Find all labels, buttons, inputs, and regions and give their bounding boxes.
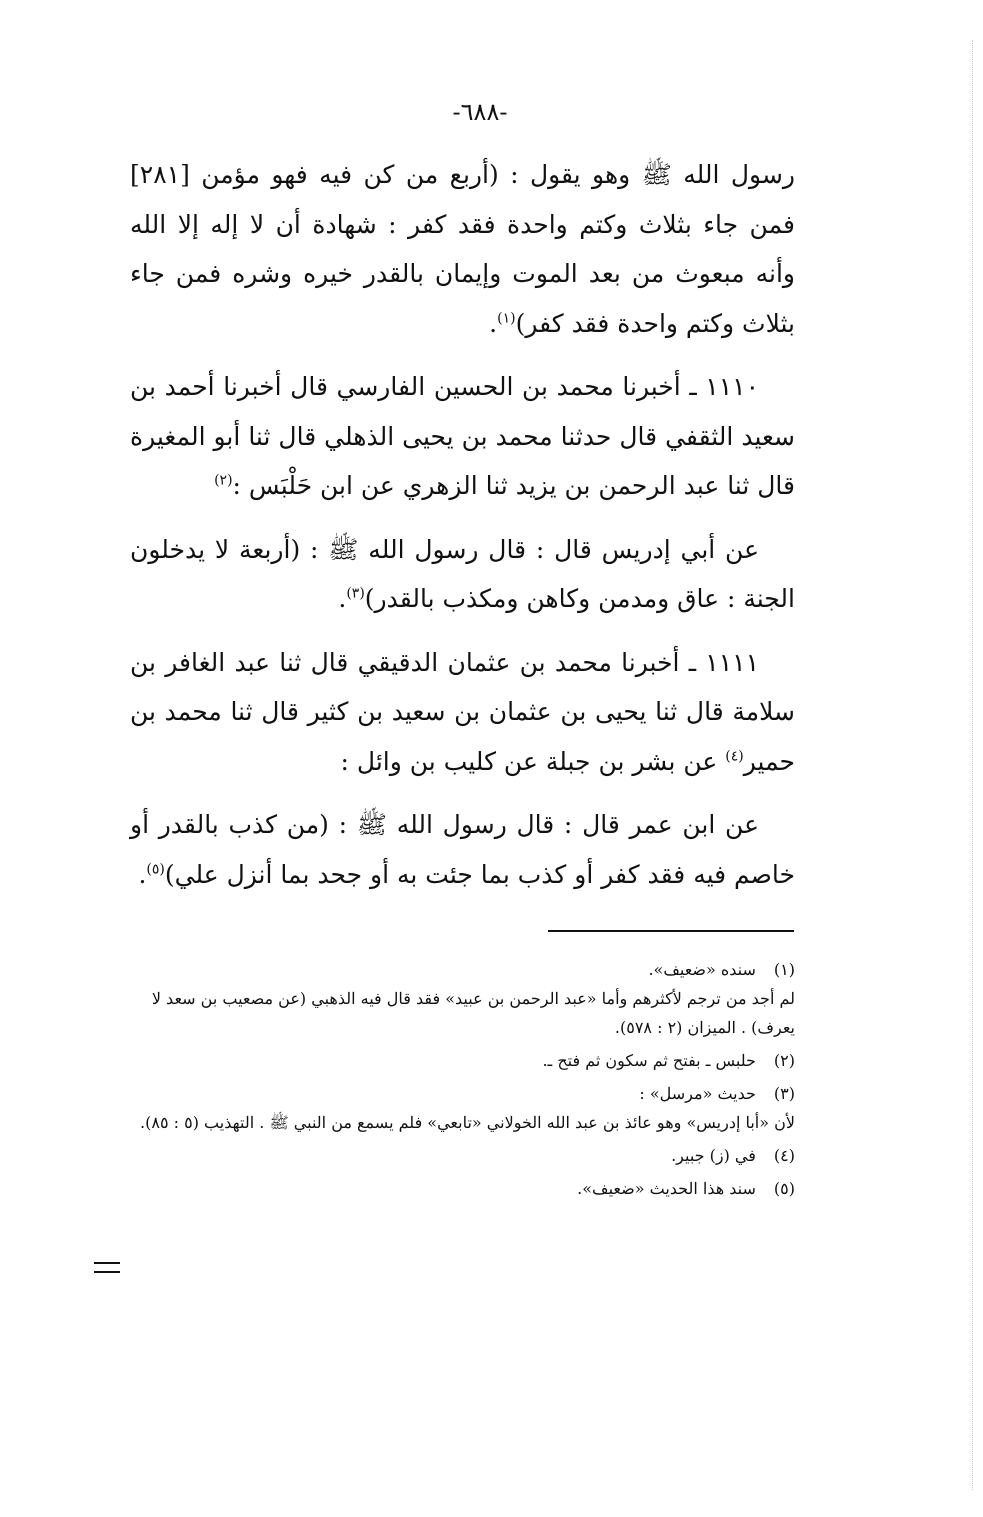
paragraph-text: عن أبي إدريس قال : قال رسول الله ﷺ : (أربعة لا يدخلون الجنة : عاق ومدمن وكاهن ومكذب بالقدر) xyxy=(130,534,795,613)
footnote-number: (٣) xyxy=(773,1084,795,1103)
footnote-text: حديث «مرسل» : xyxy=(639,1084,756,1103)
paragraph-hadith-1111-isnad xyxy=(130,638,795,787)
page-number: -٦٨٨- xyxy=(452,98,508,126)
paragraph-tail: . xyxy=(489,308,498,338)
footnote-ref[interactable]: (٥) xyxy=(146,861,165,878)
paragraph-text: رسول الله ﷺ وهو يقول : (أربع من كن فيه فهو مؤمن [٢٨١] فمن جاء بثلاث وكتم واحدة فقد كفر : شهادة أن لا إله إلا الله وأنه مبعوث من بعد الموت وإيمان بالقدر خيره وشره فمن جاء بثلاث وكتم واحدة فقد كفر) xyxy=(130,160,795,338)
footnote-number: (٥) xyxy=(773,1179,795,1198)
footnote-3 xyxy=(130,1079,795,1137)
main-text xyxy=(130,150,795,913)
footnote-number: (١) xyxy=(773,960,795,979)
footnote-4 xyxy=(130,1141,795,1170)
paragraph-continuation xyxy=(130,150,795,348)
paragraph-tail: عن بشر بن جبلة عن كليب بن وائل : xyxy=(340,746,726,776)
footnote-continuation: لأن «أبا إدريس» وهو عائذ بن عبد الله الخولاني «تابعي» فلم يسمع من النبي ﷺ . التهذيب (٥ : ٨٥). xyxy=(140,1113,795,1132)
scan-edge-line xyxy=(972,40,975,1490)
continuation-mark xyxy=(94,1262,120,1273)
footnote-5 xyxy=(130,1174,795,1203)
footnote-text: سند هذا الحديث «ضعيف». xyxy=(577,1179,756,1198)
footnote-1 xyxy=(130,955,795,1042)
footnotes xyxy=(130,955,795,1207)
paragraph-hadith-1110-matn xyxy=(130,525,795,624)
footnote-text: حلبس ـ بفتح ثم سكون ثم فتح ـ. xyxy=(542,1051,756,1070)
footnote-ref[interactable]: (٢) xyxy=(214,472,233,489)
footnote-ref[interactable]: (٣) xyxy=(346,585,365,602)
footnote-separator xyxy=(548,930,794,932)
footnote-text: في (ز) جبير. xyxy=(671,1146,756,1165)
footnote-continuation: لم أجد من ترجم لأكثرهم وأما «عبد الرحمن بن عبيد» فقد قال فيه الذهبي (عن مصعيب بن سعد لا يعرف) . الميزان (٢ : ٥٧٨). xyxy=(151,989,795,1037)
paragraph-hadith-1111-matn xyxy=(130,800,795,899)
footnote-text: سنده «ضعيف». xyxy=(648,960,756,979)
footnote-ref[interactable]: (٤) xyxy=(725,748,744,765)
paragraph-tail: . xyxy=(138,859,147,889)
footnote-number: (٢) xyxy=(773,1051,795,1070)
paragraph-hadith-1110-isnad xyxy=(130,362,795,511)
footnote-ref[interactable]: (١) xyxy=(497,310,516,327)
paragraph-text: عن ابن عمر قال : قال رسول الله ﷺ : (من كذب بالقدر أو خاصم فيه فقد كفر أو كذب بما جئت به أو جحد بما أنزل علي) xyxy=(130,810,795,889)
paragraph-tail: . xyxy=(338,584,347,613)
paragraph-text: ١١١٠ ـ أخبرنا محمد بن الحسين الفارسي قال أخبرنا أحمد بن سعيد الثقفي قال حدثنا محمد بن يحيى الذهلي قال ثنا أبو المغيرة قال ثنا عبد الرحمن بن يزيد ثنا الزهري عن ابن حَلْبَس : xyxy=(130,372,795,500)
footnote-2 xyxy=(130,1046,795,1075)
paragraph-text: ١١١١ ـ أخبرنا محمد بن عثمان الدقيقي قال ثنا عبد الغافر بن سلامة قال ثنا يحيى بن عثمان بن سعيد بن كثير قال ثنا محمد بن حمير xyxy=(130,647,795,776)
footnote-number: (٤) xyxy=(773,1146,795,1165)
